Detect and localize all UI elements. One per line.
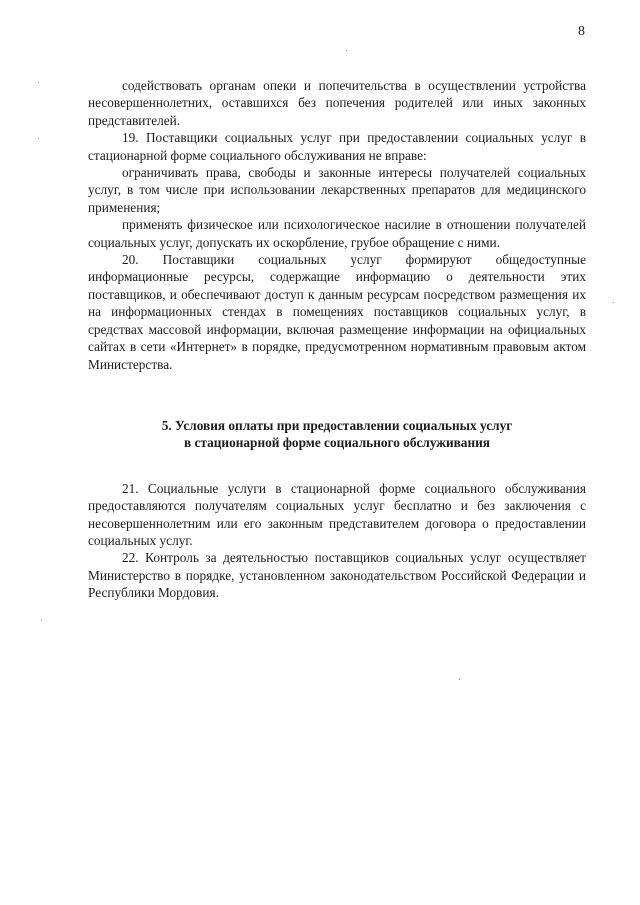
scan-speck: [346, 50, 347, 51]
paragraph: 21. Социальные услуги в стационарной форме социального обслуживания предоставляются получателям социальных услуг бесплатно и без заключения с несовершеннолетним или его законным представителем договора о предоставлении социальных услуг.: [88, 480, 586, 548]
paragraph: содействовать органам опеки и попечительства в осуществлении устройства несовершеннолетних, оставшихся без попечения родителей или иных законных представителей.: [88, 78, 586, 128]
scan-speck: [613, 302, 614, 303]
paragraph: 19. Поставщики социальных услуг при предоставлении социальных услуг в стационарной форме социального обслуживания не вправе:: [88, 130, 586, 163]
scan-speck: [459, 679, 460, 680]
paragraph: 20. Поставщики социальных услуг формируют общедоступные информационные ресурсы, содержащие информацию о деятельности этих поставщиков, и обеспечивают доступ к данным ресурсам посредством размещения их на информационных стендах в помещениях поставщиков социальных услуг, в средствах массовой информации, включая размещение информации на официальных сайтах в сети «Интернет» в порядке, предусмотренном нормативным правовым актом Министерства.: [88, 252, 586, 372]
scan-speck: [38, 82, 39, 83]
page-number: 8: [578, 24, 585, 39]
scan-speck: [41, 620, 42, 621]
scan-speck: [38, 138, 39, 139]
section-heading-line: в стационарной форме социального обслуживания: [184, 435, 490, 451]
document-body: [88, 77, 586, 602]
section-heading-line: 5. Условия оплаты при предоставлении социальных услуг: [161, 417, 513, 433]
paragraph: ограничивать права, свободы и законные интересы получателей социальных услуг, в том числе при использовании лекарственных препаратов для медицинского применения;: [88, 165, 586, 215]
paragraph: применять физическое или психологическое насилие в отношении получателей социальных услуг, допускать их оскорбление, грубое обращение с ними.: [88, 217, 586, 250]
paragraph: 22. Контроль за деятельностью поставщиков социальных услуг осуществляет Министерство в порядке, установленном законодательством Российской Федерации и Республики Мордовия.: [88, 550, 586, 601]
section-heading: [88, 417, 586, 452]
